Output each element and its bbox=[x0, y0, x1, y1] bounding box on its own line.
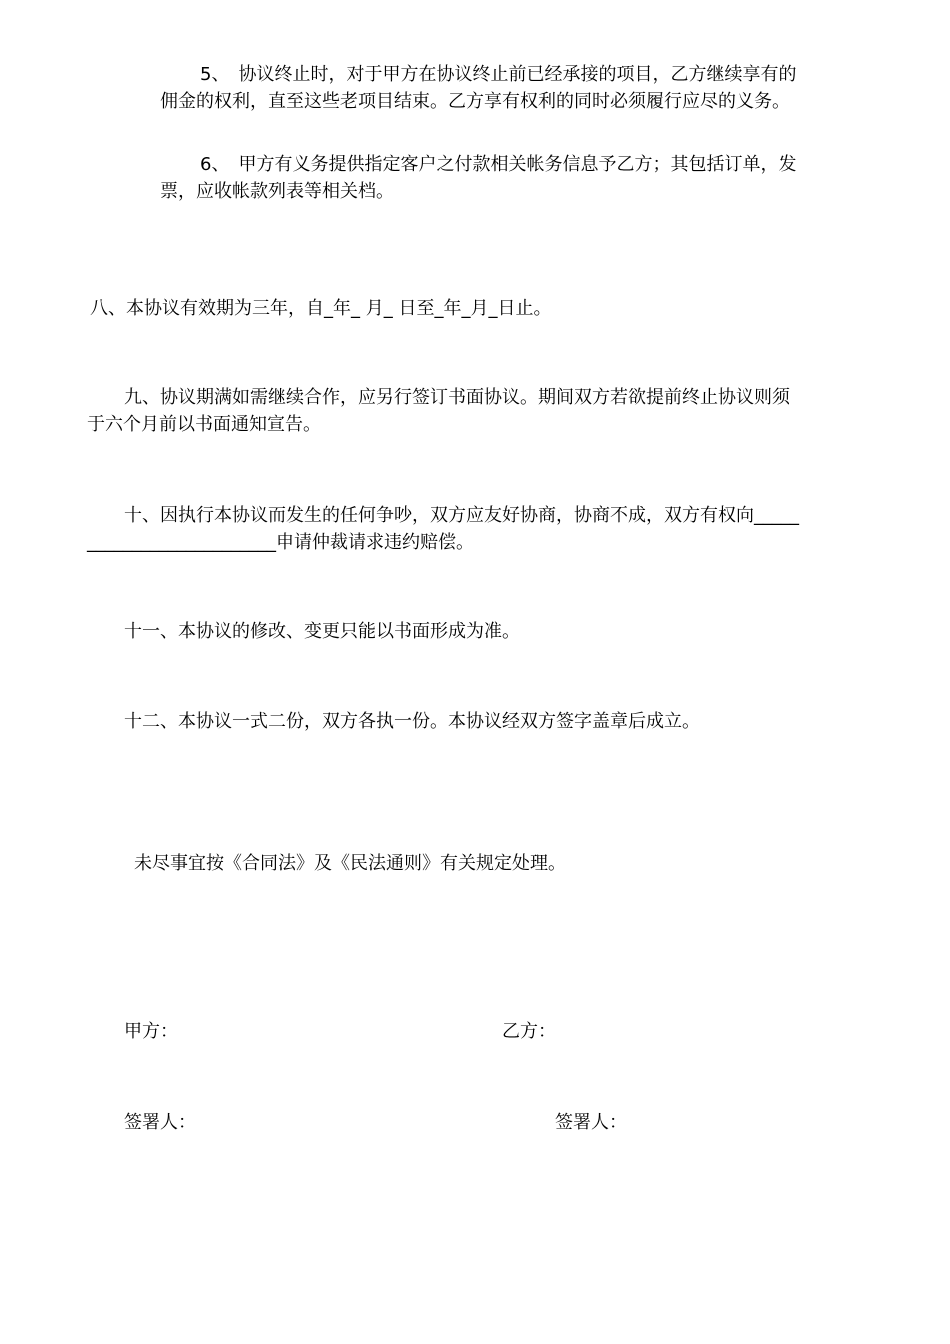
clause-8: 八、本协议有效期为三年，自_年_ 月_ 日至_年_月_日止。 bbox=[90, 298, 552, 319]
item-5-line-2: 佣金的权利，直至这些老项目结束。乙方享有权利的同时必须履行应尽的义务。 bbox=[160, 91, 790, 112]
signer-a-label: 签署人： bbox=[124, 1112, 196, 1133]
clause-9-line-1: 九、协议期满如需继续合作，应另行签订书面协议。期间双方若欲提前终止协议则须 bbox=[124, 387, 790, 408]
item-6-line-2: 票，应收帐款列表等相关档。 bbox=[160, 181, 394, 202]
clause-9-line-2: 于六个月前以书面通知宣告。 bbox=[87, 414, 321, 435]
remaining-matters: 未尽事宜按《合同法》及《民法通则》有关规定处理。 bbox=[134, 853, 566, 874]
signer-b-label: 签署人： bbox=[555, 1112, 627, 1133]
item-6-line-1: 6、 甲方有义务提供指定客户之付款相关帐务信息予乙方；其包括订单，发 bbox=[200, 154, 797, 175]
clause-12: 十二、本协议一式二份，双方各执一份。本协议经双方签字盖章后成立。 bbox=[124, 711, 700, 732]
party-a-label: 甲方： bbox=[124, 1021, 178, 1042]
clause-10-line-1: 十、因执行本协议而发生的任何争吵，双方应友好协商，协商不成，双方有权向_____ bbox=[124, 505, 799, 526]
clause-11: 十一、本协议的修改、变更只能以书面形成为准。 bbox=[124, 621, 520, 642]
party-b-label: 乙方： bbox=[502, 1021, 556, 1042]
item-5-line-1: 5、 协议终止时，对于甲方在协议终止前已经承接的项目，乙方继续享有的 bbox=[200, 64, 797, 85]
clause-10-line-2: _____________________申请仲裁请求违约赔偿。 bbox=[87, 532, 474, 553]
